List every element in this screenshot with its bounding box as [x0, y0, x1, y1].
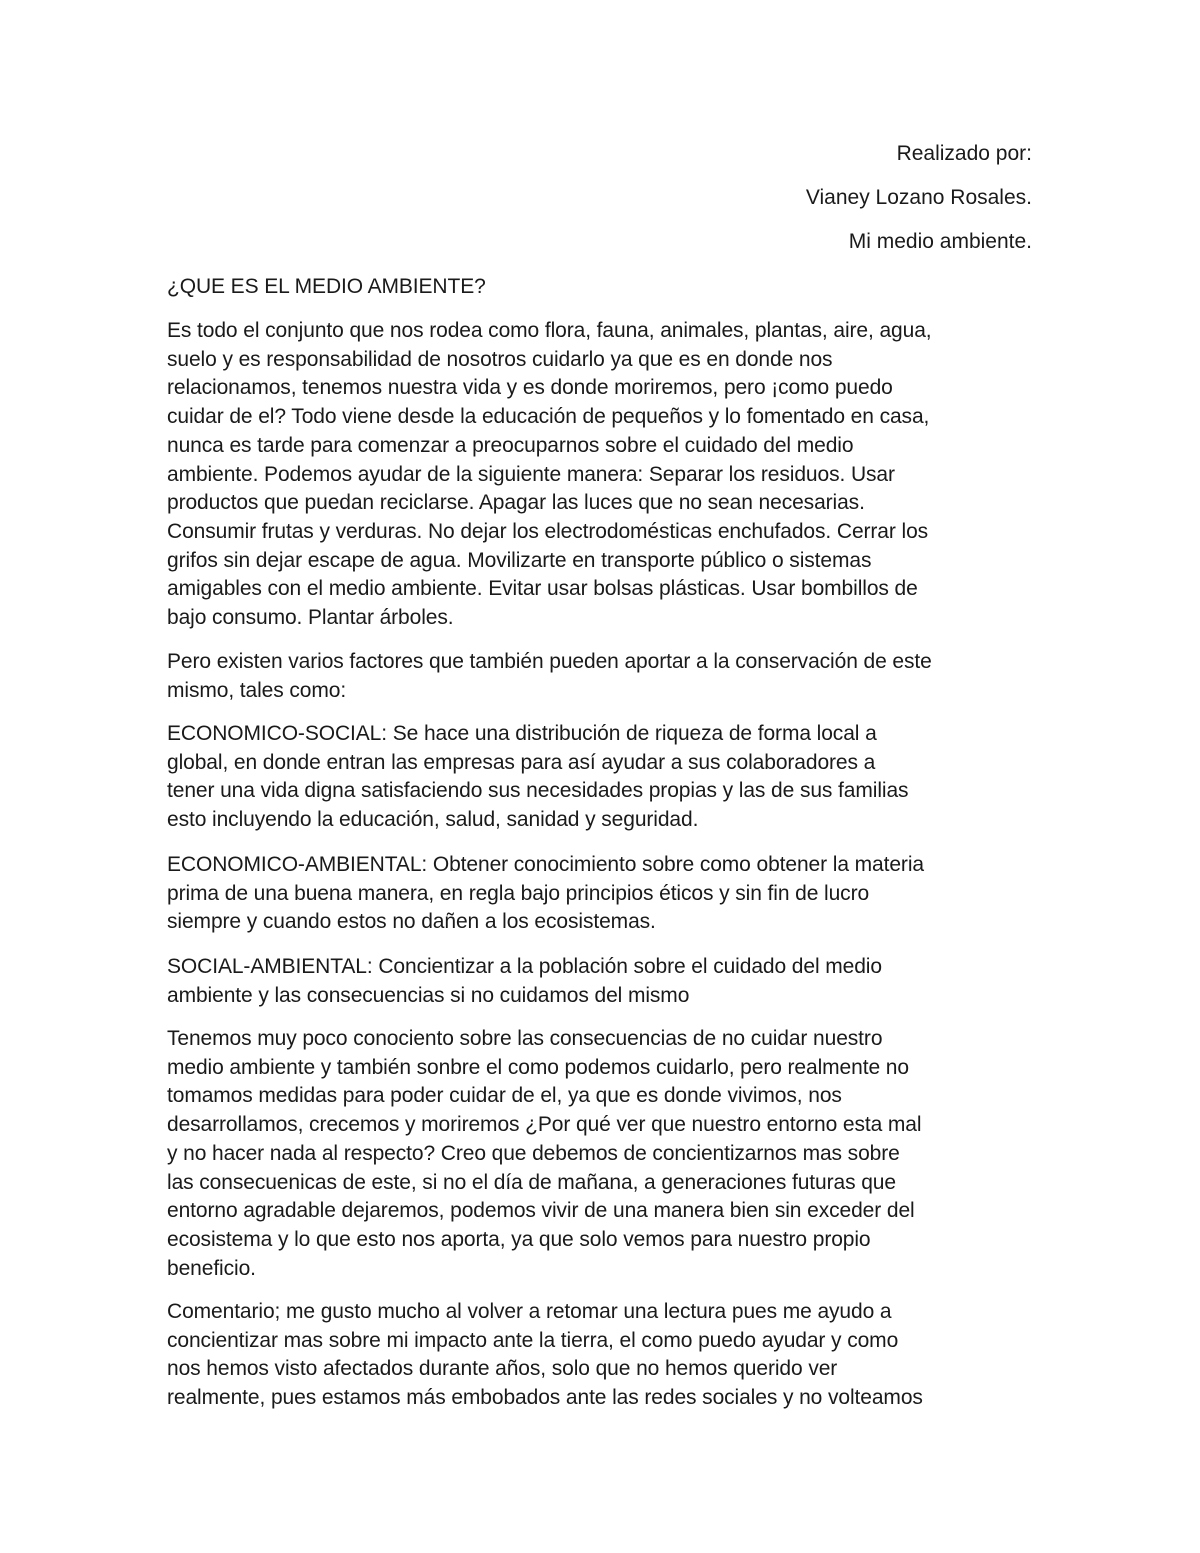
paragraph-economico-social: ECONOMICO-SOCIAL: Se hace una distribución de riqueza de forma local a global, en donde entran las empresas para así ayudar a sus colaboradores a tener una vida digna satisfaciendo sus necesidades propias y las de sus familias esto incluyendo la educación, salud, sanidad y seguridad. — [167, 722, 909, 832]
paragraph-social-ambiental: SOCIAL-AMBIENTAL: Concientizar a la población sobre el cuidado del medio ambiente y las consecuencias si no cuidamos del mismo — [167, 955, 882, 1007]
paragraph-comment: Comentario; me gusto mucho al volver a retomar una lectura pues me ayudo a concientizar mas sobre mi impacto ante la tierra, el como puedo ayudar y como nos hemos visto afectados durante años, solo que no hemos querido ver realmente, pues estamos más embobados ante las redes sociales y no volteamos — [167, 1300, 923, 1410]
paragraph-factors-intro: Pero existen varios factores que también pueden aportar a la conservación de este mismo, tales como: — [167, 650, 932, 702]
made-by-label: Realizado por: — [896, 142, 1032, 165]
section-heading: ¿QUE ES EL MEDIO AMBIENTE? — [167, 275, 486, 298]
paragraph-reflection: Tenemos muy poco conociento sobre las consecuencias de no cuidar nuestro medio ambiente y también sonbre el como podemos cuidarlo, pero realmente no tomamos medidas para poder cuidar de el, ya que es donde vivimos, nos desarrollamos, crecemos y moriremos ¿Por qué ver que nuestro entorno esta mal y no hacer nada al respecto? Creo que debemos de concientizarnos mas sobre las consecuenicas de este, si no el día de mañana, a generaciones futuras que entorno agradable dejaremos, podemos vivir de una manera bien sin exceder del ecosistema y lo que esto nos aporta, ya que solo vemos para nuestro propio beneficio. — [167, 1027, 922, 1280]
paragraph-economico-ambiental: ECONOMICO-AMBIENTAL: Obtener conocimiento sobre como obtener la materia prima de una buena manera, en regla bajo principios éticos y sin fin de lucro siempre y cuando estos no dañen a los ecosistemas. — [167, 853, 924, 934]
document-title: Mi medio ambiente. — [848, 230, 1032, 253]
paragraph-definition: Es todo el conjunto que nos rodea como flora, fauna, animales, plantas, aire, agua, suelo y es responsabilidad de nosotros cuidarlo ya que es en donde nos relacionamos, tenemos nuestra vida y es donde moriremos, pero ¡como puedo cuidar de el? Todo viene desde la educación de pequeños y lo fomentado en casa, nunca es tarde para comenzar a preocuparnos sobre el cuidado del medio ambiente. Podemos ayudar de la siguiente manera: Separar los residuos. Usar productos que puedan reciclarse. Apagar las luces que no sean necesarias. Consumir frutas y verduras. No dejar los electrodomésticas enchufados. Cerrar los grifos sin dejar escape de agua. Movilizarte en transporte público o sistemas amigables con el medio ambiente. Evitar usar bolsas plásticas. Usar bombillos de bajo consumo. Plantar árboles. — [167, 319, 932, 630]
author-name: Vianey Lozano Rosales. — [805, 186, 1032, 209]
